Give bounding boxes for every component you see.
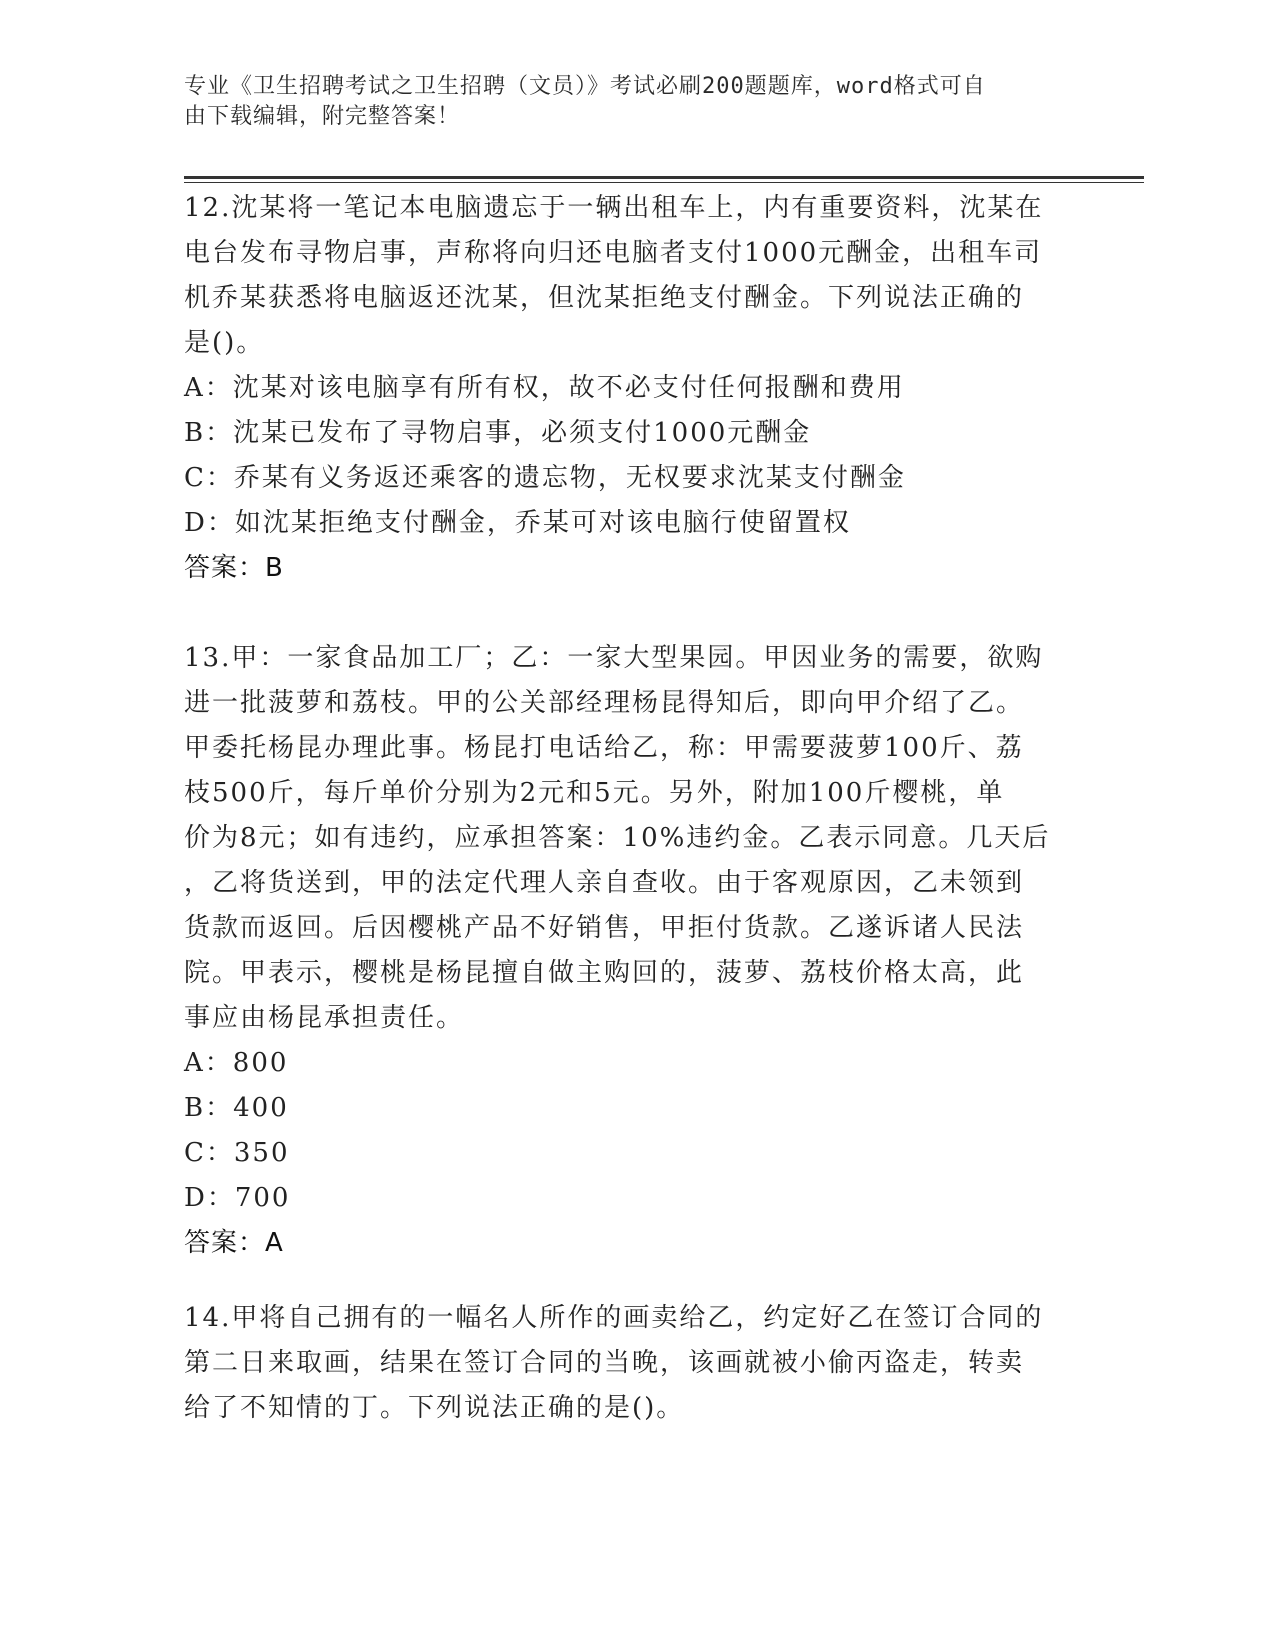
- question-text-line: ，乙将货送到，甲的法定代理人亲自查收。由于客观原因，乙未领到: [184, 868, 1025, 898]
- question-12: [184, 186, 1064, 591]
- option-c: C：350: [184, 1138, 290, 1168]
- header-divider-thin: [184, 182, 1144, 183]
- question-text-line: 院。甲表示，樱桃是杨昆擅自做主购回的，菠萝、荔枝价格太高，此: [184, 958, 1025, 988]
- question-text-line: 给了不知情的丁。下列说法正确的是()。: [184, 1393, 685, 1423]
- question-text-line: 甲委托杨昆办理此事。杨昆打电话给乙，称：甲需要菠萝100斤、荔: [184, 733, 1024, 763]
- option-a: A：800: [184, 1048, 289, 1078]
- option-c: C：乔某有义务返还乘客的遗忘物，无权要求沈某支付酬金: [184, 463, 906, 493]
- question-text-line: 13.甲：一家食品加工厂；乙：一家大型果园。甲因业务的需要，欲购: [184, 643, 1044, 673]
- document-header: [184, 72, 1064, 132]
- header-title-line-2: 由下载编辑，附完整答案！: [184, 104, 461, 129]
- option-d: D：700: [184, 1183, 291, 1213]
- question-text-line: 第二日来取画，结果在签订合同的当晚，该画就被小偷丙盗走，转卖: [184, 1348, 1025, 1378]
- question-text-line: 进一批菠萝和荔枝。甲的公关部经理杨昆得知后，即向甲介绍了乙。: [184, 688, 1025, 718]
- option-b: B：400: [184, 1093, 289, 1123]
- option-a: A：沈某对该电脑享有所有权，故不必支付任何报酬和费用: [184, 373, 905, 403]
- question-text-line: 价为8元；如有违约，应承担答案：10%违约金。乙表示同意。几天后: [184, 823, 1051, 853]
- question-13: [184, 636, 1064, 1266]
- header-title-line-1: 专业《卫生招聘考试之卫生招聘（文员）》考试必刷200题题库，word格式可自: [184, 74, 986, 99]
- question-text-line: 货款而返回。后因樱桃产品不好销售，甲拒付货款。乙遂诉诸人民法: [184, 913, 1025, 943]
- question-14: [184, 1296, 1064, 1431]
- header-divider-thick: [184, 176, 1144, 179]
- question-text-line: 事应由杨昆承担责任。: [184, 1003, 465, 1033]
- question-text-line: 12.沈某将一笔记本电脑遗忘于一辆出租车上，内有重要资料，沈某在: [184, 193, 1044, 223]
- question-text-line: 电台发布寻物启事，声称将向归还电脑者支付1000元酬金，出租车司: [184, 238, 1043, 268]
- answer-label: 答案：A: [184, 1228, 284, 1258]
- question-text-line: 是()。: [184, 328, 265, 358]
- option-d: D：如沈某拒绝支付酬金，乔某可对该电脑行使留置权: [184, 508, 851, 538]
- option-b: B：沈某已发布了寻物启事，必须支付1000元酬金: [184, 418, 812, 448]
- question-text-line: 枝500斤，每斤单价分别为2元和5元。另外，附加100斤樱桃，单: [184, 778, 1005, 808]
- question-text-line: 机乔某获悉将电脑返还沈某，但沈某拒绝支付酬金。下列说法正确的: [184, 283, 1025, 313]
- answer-label: 答案：B: [184, 553, 284, 583]
- question-text-line: 14.甲将自己拥有的一幅名人所作的画卖给乙，约定好乙在签订合同的: [184, 1303, 1044, 1333]
